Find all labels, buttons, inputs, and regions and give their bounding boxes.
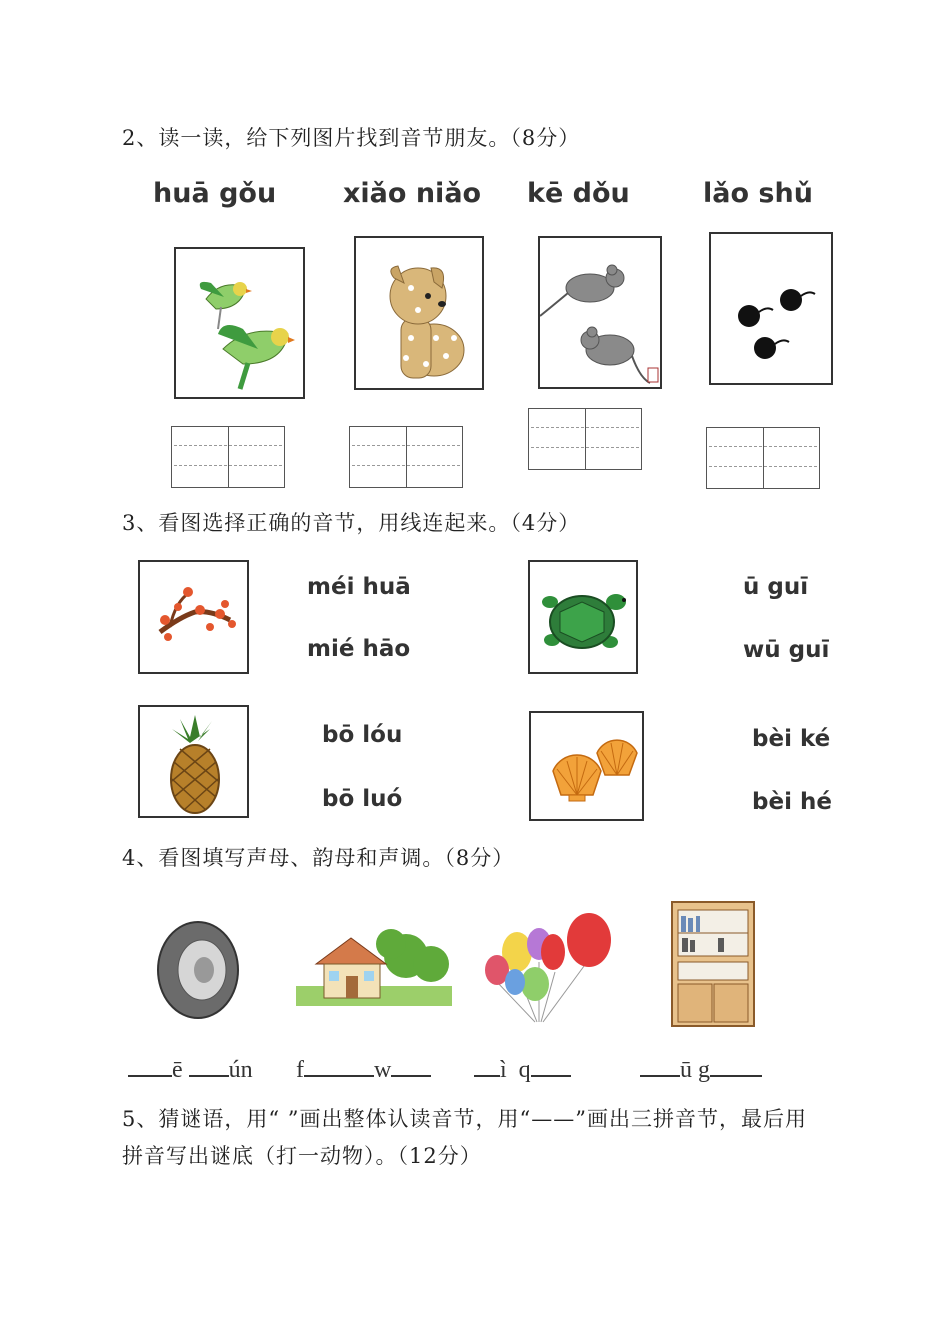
writing-grid-1[interactable] (171, 426, 285, 488)
fill-balloons: ì q (474, 1055, 571, 1084)
blank-house-1[interactable] (304, 1055, 374, 1077)
tire-picture (150, 915, 245, 1025)
blank-balloon-2[interactable] (531, 1055, 571, 1077)
syllable-xiao-niao: xiǎo niǎo (343, 178, 482, 209)
fill-house: f w (296, 1055, 431, 1084)
house-picture (296, 926, 452, 1006)
syllable-hua-gou: huā gǒu (153, 178, 277, 209)
blank-balloon-1[interactable] (474, 1055, 500, 1077)
plum-blossom-picture (138, 560, 249, 674)
balloons-picture (477, 912, 615, 1027)
option-mei-hua[interactable]: méi huā (307, 574, 411, 600)
option-mie-hao[interactable]: mié hāo (307, 636, 411, 662)
dog-picture (354, 236, 484, 390)
q2-title: 2、读一读，给下列图片找到音节朋友。（8分） (122, 126, 581, 150)
shells-picture (529, 711, 644, 821)
option-wu-gui[interactable]: wū guī (743, 637, 830, 663)
q3-title: 3、看图选择正确的音节，用线连起来。（4分） (122, 511, 581, 535)
tadpoles-picture (709, 232, 833, 385)
mice-picture (538, 236, 662, 389)
syllable-ke-dou: kē dǒu (527, 178, 630, 209)
pineapple-picture (138, 705, 249, 818)
syllable-lao-shu: lǎo shǔ (703, 178, 813, 209)
fill-bookcase: ū g (640, 1055, 762, 1084)
option-u-gui[interactable]: ū guī (743, 574, 809, 600)
option-bo-lou[interactable]: bō lóu (322, 722, 403, 748)
option-bei-he[interactable]: bèi hé (752, 789, 832, 815)
q5-line1: 5、猜谜语，用“ ”画出整体认读音节，用“——”画出三拼音节，最后用 (122, 1107, 807, 1131)
blank-tire-1[interactable] (128, 1055, 172, 1077)
writing-grid-2[interactable] (349, 426, 463, 488)
turtle-picture (528, 560, 638, 674)
option-bo-luo[interactable]: bō luó (322, 786, 403, 812)
blank-house-2[interactable] (391, 1055, 431, 1077)
q4-title: 4、看图填写声母、韵母和声调。（8分） (122, 846, 515, 870)
fill-tire: ē ún (128, 1055, 253, 1084)
writing-grid-3[interactable] (528, 408, 642, 470)
birds-picture (174, 247, 305, 399)
blank-bookcase-2[interactable] (710, 1055, 762, 1077)
writing-grid-4[interactable] (706, 427, 820, 489)
blank-tire-2[interactable] (189, 1055, 229, 1077)
option-bei-ke[interactable]: bèi ké (752, 726, 831, 752)
q5-line2: 拼音写出谜底（打一动物）。（12分） (122, 1144, 482, 1168)
bookcase-picture (668, 898, 762, 1028)
blank-bookcase-1[interactable] (640, 1055, 680, 1077)
